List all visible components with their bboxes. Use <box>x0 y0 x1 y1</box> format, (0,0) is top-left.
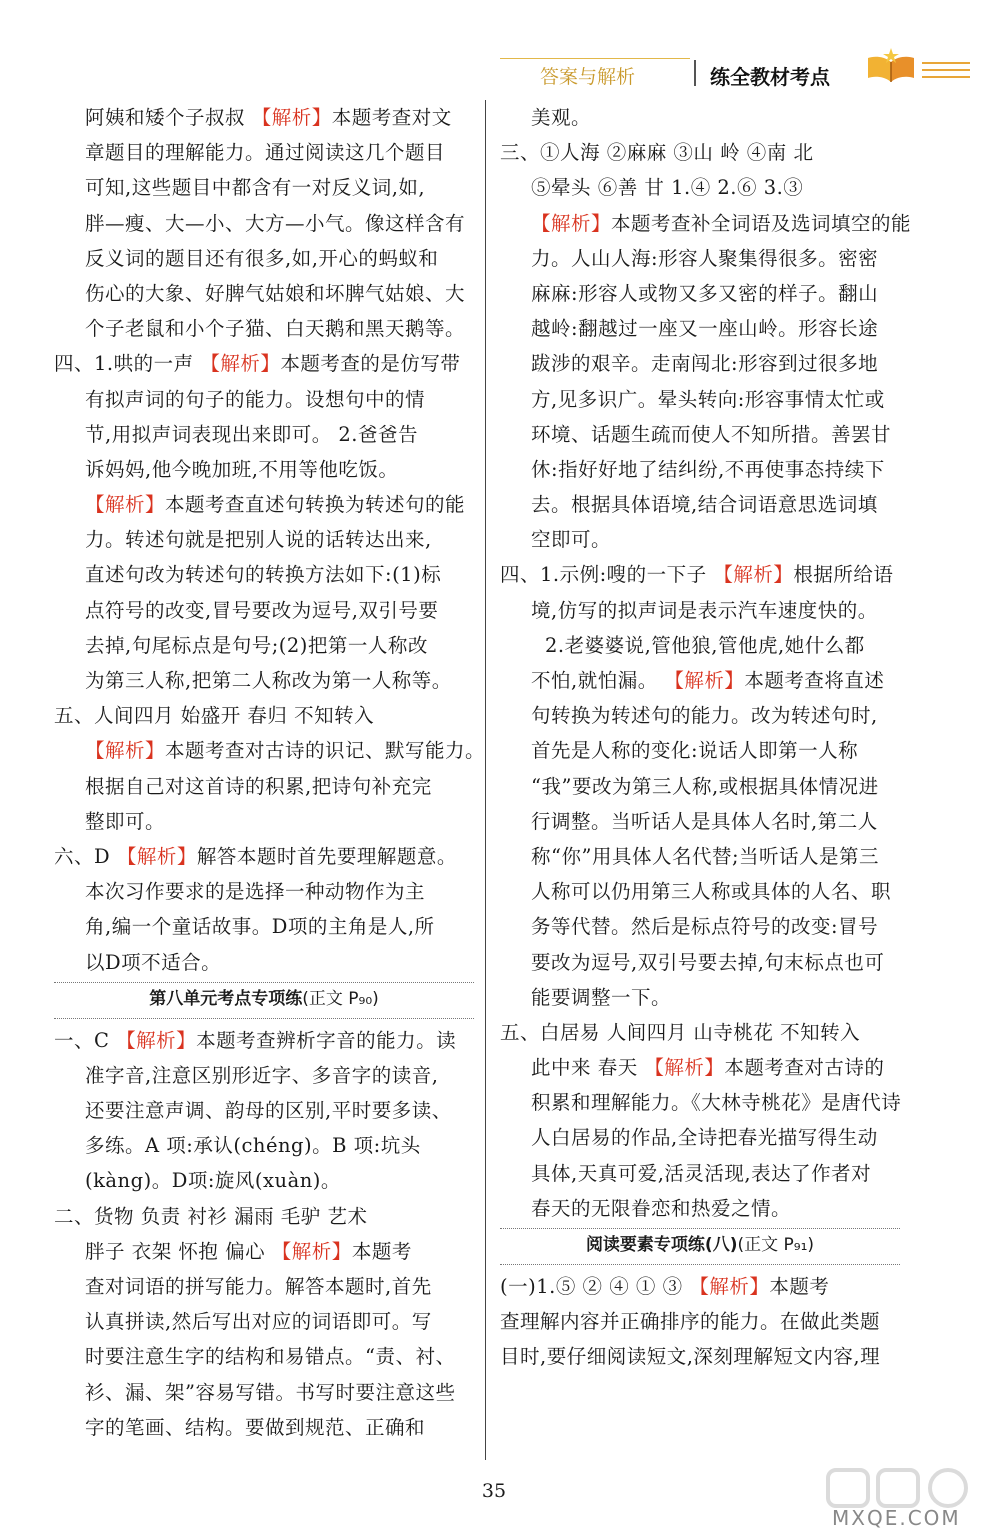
text-line: 节,用拟声词表现出来即可。 2.爸爸告 <box>85 422 419 446</box>
text-line: “我”要改为第三人称,或根据具体情况进 <box>531 774 879 798</box>
header-separator <box>694 60 696 86</box>
text-line: 【解析】本题考查补全词语及选词填空的能 <box>531 211 912 235</box>
text-line: 查理解内容并正确排序的能力。在做此类题 <box>500 1310 881 1334</box>
text-line: 境,仿写的拟声词是表示汽车速度快的。 <box>531 598 878 622</box>
text-line: 人白居易的作品,全诗把春光描写得生动 <box>531 1126 878 1150</box>
text-line: 诉妈妈,他今晚加班,不用等他吃饭。 <box>85 457 399 481</box>
text-line: 章题目的理解能力。通过阅读这几个题目 <box>85 141 446 165</box>
text-line: 休:指好好地了结纠纷,不再使事态持续下 <box>531 457 885 481</box>
section-heading <box>54 982 474 1019</box>
analysis-tag: 【解析】 <box>251 106 332 129</box>
text-line: 称“你”用具体人名代替;当听话人是第三 <box>531 844 880 868</box>
analysis-tag: 【解析】 <box>85 739 166 763</box>
book-logo-icon <box>866 48 916 88</box>
text-line: 务等代替。然后是标点符号的改变:冒号 <box>531 915 879 939</box>
text-line: 六、D 【解析】解答本题时首先要理解题意。 <box>54 844 457 868</box>
text-line: 多练。A 项:承认(chéng)。B 项:坑头 <box>85 1134 421 1158</box>
left-column <box>54 100 486 1445</box>
section-heading <box>500 1228 900 1265</box>
text-line: 可知,这些题目中都含有一对反义词,如, <box>85 176 426 200</box>
header-decoration <box>922 62 970 80</box>
page-number: 35 <box>481 1480 507 1502</box>
analysis-tag: 【解析】 <box>271 1239 352 1263</box>
analysis-tag: 【解析】 <box>116 1028 197 1052</box>
page-header <box>0 52 988 102</box>
text-line: 要改为逗号,双引号要去掉,句末标点也可 <box>531 950 885 974</box>
text-line: 春天的无限眷恋和热爱之情。 <box>531 1196 792 1220</box>
text-line: ⑤晕头 ⑥善 甘 1.④ 2.⑥ 3.③ <box>531 176 804 200</box>
section-page-ref: (正文 P₉₀) <box>302 988 379 1009</box>
text-line: 个子老鼠和小个子猫、白天鹅和黑天鹅等。 <box>85 317 466 341</box>
text-line: 整即可。 <box>85 809 166 833</box>
text-line: 不怕,就怕漏。 【解析】本题考查将直述 <box>531 669 885 692</box>
text-line: 还要注意声调、韵母的区别,平时要多读、 <box>85 1099 452 1123</box>
text-line: 胖—瘦、大—小、大方—小气。像这样含有 <box>85 211 466 235</box>
analysis-tag: 【解析】 <box>644 1056 725 1080</box>
header-right-label: 练全教材考点 <box>710 65 830 89</box>
text-line: 三、①人海 ②麻麻 ③山 岭 ④南 北 <box>500 141 814 165</box>
text-line: 能要调整一下。 <box>531 985 672 1009</box>
text-line: 去。根据具体语境,结合词语意思选词填 <box>531 493 878 517</box>
text-line: 跋涉的艰辛。走南闯北:形容到过很多地 <box>531 352 879 376</box>
text-line: 方,见多识广。晕头转向:形容事情太忙或 <box>531 387 885 411</box>
text-line: 认真拼读,然后写出对应的词语即可。写 <box>85 1310 432 1334</box>
text-line: 准字音,注意区别形近字、多音字的读音, <box>85 1063 439 1087</box>
text-line: 越岭:翻越过一座又一座山岭。形容长途 <box>531 317 879 341</box>
text-line: 麻麻:形容人或物又多又密的样子。翻山 <box>531 281 879 305</box>
text-line: 胖子 衣架 怀抱 偏心 【解析】本题考 <box>85 1239 412 1263</box>
text-line: 力。转述句就是把别人说的话转达出来, <box>85 528 432 552</box>
right-column <box>500 100 912 1375</box>
text-line: 角,编一个童话故事。D项的主角是人,所 <box>85 915 435 939</box>
header-rule <box>500 58 690 59</box>
text-line: 伤心的大象、好脾气姑娘和坏脾气姑娘、大 <box>85 281 466 305</box>
text-line: 五、白居易 人间四月 山寺桃花 不知转入 <box>500 1020 861 1044</box>
text-line: 衫、漏、架”容易写错。书写时要注意这些 <box>85 1380 456 1404</box>
text-line: 一、C 【解析】本题考查辨析字音的能力。读 <box>54 1028 457 1052</box>
text-line: 本次习作要求的是选择一种动物作为主 <box>85 880 426 904</box>
text-line: 行调整。当听话人是具体人名时,第二人 <box>531 809 878 833</box>
text-line: 2.老婆婆说,管他狼,管他虎,她什么都 <box>545 633 865 657</box>
section-page-ref: (正文 P₉₁) <box>737 1235 815 1255</box>
section-title: 第八单元考点专项练 <box>149 988 303 1009</box>
text-line: 此中来 春天 【解析】本题考查对古诗的 <box>531 1056 885 1080</box>
text-line: (一)1.⑤ ② ④ ① ③ 【解析】本题考 <box>500 1275 830 1298</box>
text-line: 阿姨和矮个子叔叔 【解析】本题考查对文 <box>85 106 452 129</box>
text-line: 反义词的题目还有很多,如,开心的蚂蚁和 <box>85 246 439 270</box>
text-line: 为第三人称,把第二人称改为第一人称等。 <box>85 669 452 692</box>
text-line: 具体,天真可爱,活灵活现,表达了作者对 <box>531 1161 872 1185</box>
analysis-tag: 【解析】 <box>200 352 281 376</box>
analysis-tag: 【解析】 <box>689 1275 770 1298</box>
column-divider <box>485 100 486 1460</box>
text-line: 四、1.示例:嗖的一下子 【解析】根据所给语 <box>500 563 894 587</box>
section-title: 阅读要素专项练(八) <box>585 1235 738 1255</box>
text-line: 目时,要仔细阅读短文,深刻理解短文内容,理 <box>500 1345 881 1369</box>
text-line: 根据自己对这首诗的积累,把诗句补充完 <box>85 774 432 798</box>
text-line: (kàng)。D项:旋风(xuàn)。 <box>85 1169 341 1193</box>
text-line: 【解析】本题考查对古诗的识记、默写能力。 <box>85 739 486 763</box>
text-line: 去掉,句尾标点是句号;(2)把第一人称改 <box>85 633 428 657</box>
text-line: 【解析】本题考查直述句转换为转述句的能 <box>85 493 466 517</box>
text-line: 二、货物 负责 衬衫 漏雨 毛驴 艺术 <box>54 1204 368 1228</box>
header-left-label: 答案与解析 <box>540 66 636 88</box>
text-line: 直述句改为转述句的转换方法如下:(1)标 <box>85 563 442 587</box>
analysis-tag: 【解析】 <box>531 211 612 235</box>
text-line: 环境、话题生疏而使人不知所措。善罢甘 <box>531 422 892 446</box>
text-line: 查对词语的拼写能力。解答本题时,首先 <box>85 1275 432 1298</box>
text-line: 积累和理解能力。《大林寺桃花》是唐代诗 <box>531 1091 902 1115</box>
watermark-text: MXQE.COM <box>832 1506 961 1530</box>
text-line: 力。人山人海:形容人聚集得很多。密密 <box>531 246 879 270</box>
text-line: 首先是人称的变化:说话人即第一人称 <box>531 739 859 763</box>
text-line: 空即可。 <box>531 528 612 552</box>
analysis-tag: 【解析】 <box>713 563 794 587</box>
text-line: 字的笔画、结构。要做到规范、正确和 <box>85 1415 426 1439</box>
text-line: 时要注意生字的结构和易错点。“责、衬、 <box>85 1345 456 1369</box>
text-line: 五、人间四月 始盛开 春归 不知转入 <box>54 704 375 728</box>
text-line: 四、1.哄的一声 【解析】本题考查的是仿写带 <box>54 352 461 376</box>
text-line: 句转换为转述句的能力。改为转述句时, <box>531 704 878 728</box>
text-line: 人称可以仍用第三人称或具体的人名、职 <box>531 880 892 904</box>
text-line: 点符号的改变,冒号要改为逗号,双引号要 <box>85 598 439 622</box>
analysis-tag: 【解析】 <box>116 844 197 868</box>
text-line: 美观。 <box>531 106 592 129</box>
analysis-tag: 【解析】 <box>664 669 745 692</box>
text-line: 以D项不适合。 <box>85 950 222 974</box>
analysis-tag: 【解析】 <box>85 493 166 517</box>
text-line: 有拟声词的句子的能力。设想句中的情 <box>85 387 426 411</box>
